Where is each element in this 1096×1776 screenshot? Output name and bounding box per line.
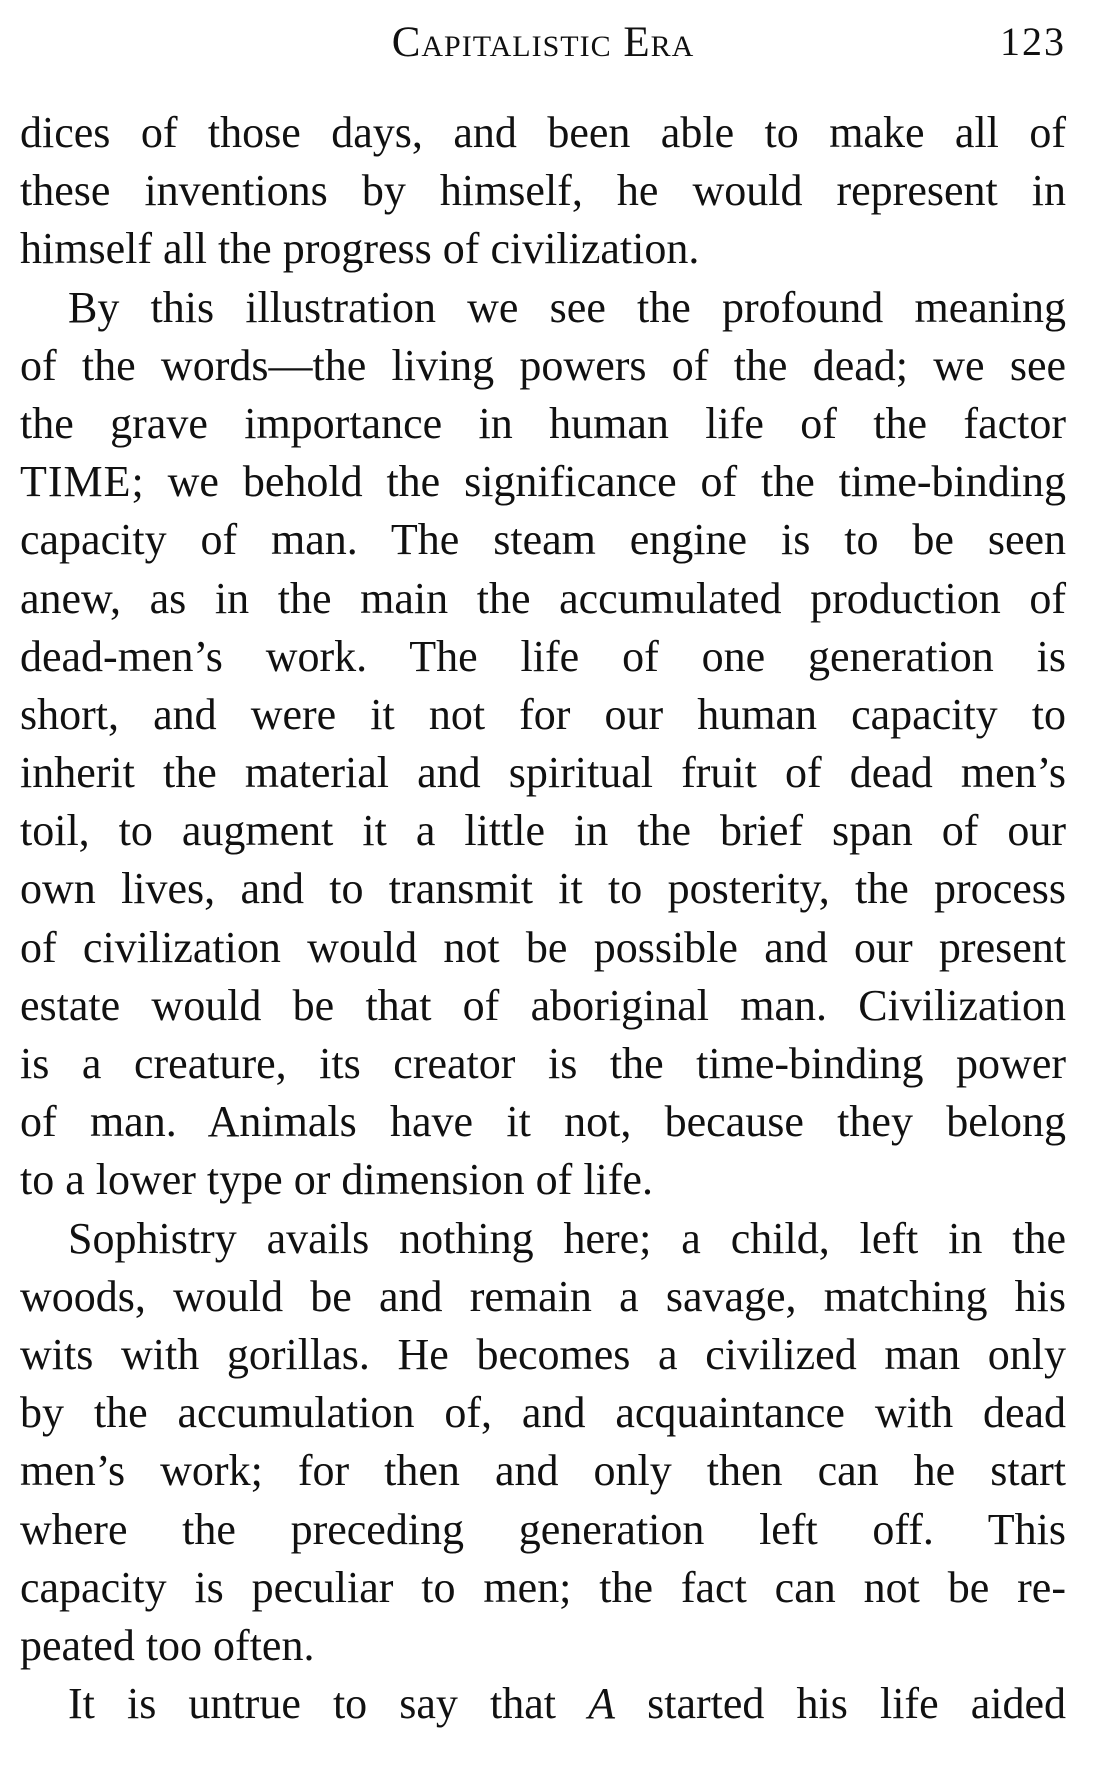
- text-line: of civilization would not be possible and our present: [20, 922, 1066, 972]
- text-line: toil, to augment it a little in the brief span of our: [20, 806, 1066, 856]
- body-text: [20, 104, 1066, 1733]
- text-line: [20, 1675, 1066, 1733]
- text-line: wits with gorillas. He becomes a civilized man only: [20, 1329, 1066, 1379]
- text-line: peated too often.: [20, 1620, 315, 1670]
- text-line-after: started his life aided: [615, 1679, 1066, 1729]
- small-caps-word: TIME: [20, 457, 132, 507]
- text-line-rest: ; we behold the significance of the time-binding: [131, 457, 1066, 507]
- text-line: anew, as in the main the accumulated production of: [20, 573, 1066, 623]
- text-line: short, and were it not for our human capacity to: [20, 689, 1066, 739]
- text-line: inherit the material and spiritual fruit of dead men’s: [20, 748, 1066, 798]
- text-line: men’s work; for then and only then can he start: [20, 1446, 1066, 1496]
- text-line: himself all the progress of civilization.: [20, 224, 700, 274]
- text-line: capacity is peculiar to men; the fact can not be re-: [20, 1562, 1066, 1612]
- text-line: capacity of man. The steam engine is to be seen: [20, 515, 1066, 565]
- text-line: of man. Animals have it not, because they belong: [20, 1097, 1066, 1147]
- text-line: woods, would be and remain a savage, matching his: [20, 1271, 1066, 1321]
- text-line: where the preceding generation left off. This: [20, 1504, 1066, 1554]
- running-title: Capitalistic Era: [391, 19, 695, 66]
- text-line: by the accumulation of, and acquaintance with dead: [20, 1388, 1066, 1438]
- text-line-before: It is untrue to say that: [68, 1679, 589, 1729]
- text-line: [20, 453, 1066, 511]
- text-line: dead-men’s work. The life of one generation is: [20, 631, 1066, 681]
- text-line: estate would be that of aboriginal man. Civilization: [20, 980, 1066, 1030]
- text-line: to a lower type or dimension of life.: [20, 1155, 653, 1205]
- text-line: of the words—the living powers of the dead; we see: [20, 340, 1066, 390]
- italic-letter: A: [588, 1679, 616, 1729]
- page-header: [20, 18, 1066, 80]
- text-line: these inventions by himself, he would represent in: [20, 166, 1066, 216]
- text-line: the grave importance in human life of the factor: [20, 398, 1066, 448]
- text-line: Sophistry avails nothing here; a child, left in the: [68, 1213, 1066, 1263]
- text-line: own lives, and to transmit it to posterity, the process: [20, 864, 1066, 914]
- text-line: dices of those days, and been able to make all of: [20, 108, 1066, 157]
- page-number: 123: [1000, 19, 1066, 64]
- text-line: By this illustration we see the profound meaning: [68, 282, 1066, 332]
- text-line: is a creature, its creator is the time-binding power: [20, 1039, 1066, 1088]
